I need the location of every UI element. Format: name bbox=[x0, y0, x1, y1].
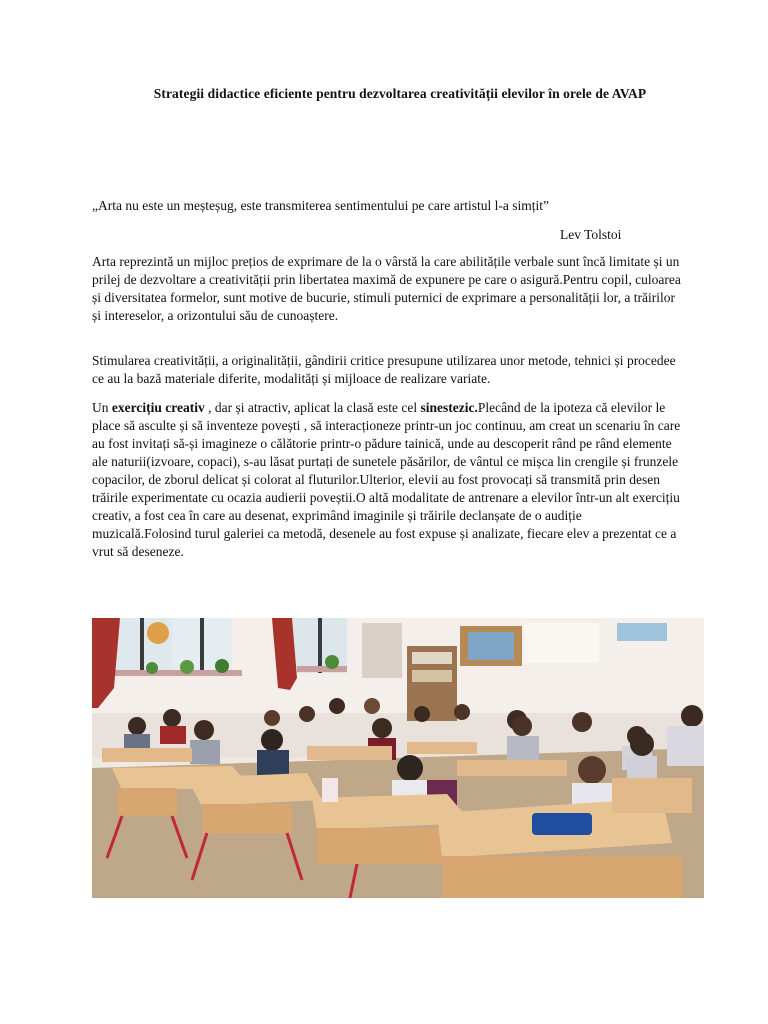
quote-author: Lev Tolstoi bbox=[560, 227, 622, 242]
paragraph-3-text-3: Plecând de la ipoteza că elevilor le place să asculte și să inventeze povești , să interacționeze printr-un joc continuu, am creat un scenariu în care au fost invitați să-și imagineze o călătorie printr-o pădure tainică, unde au descoperit rând pe rând elemente ale naturii(izvoare, copaci), s-au lăsat purtați de sunetele păsărilor, de vântul ce mișca lin crengile și frunzele copacilor, de zborul delicat și colorat al fluturilor.Ulterior, elevii au fost provocați să transmită prin desen trăirile experimentate cu ocazia audierii poveștii.O altă modalitate de antrenare a elevilor într-un alt exercițiu creativ, a fost cea în care au desenat, exprimând imaginile și trăirile declanșate de o audiție muzicală.Folosind turul galeriei ca metodă, desenele au fost expuse și analizate, fiecare elev a prezentat ce a vrut să deseneze. bbox=[92, 400, 681, 559]
paragraph-1: Arta reprezintă un mijloc prețios de exprimare de la o vârstă la care abilitățile verbale sunt încă limitate și un prilej de dezvoltare a creativității prin libertatea maximă de expunere pe care o asigură.Pentru copil, culoarea și diversitatea formelor, sunt motive de bucurie, stimuli puternici de exprimare a personalității lor, a trăirilor și intereselor, a orizontului său de cunoaștere. bbox=[92, 254, 681, 323]
paragraph-3-bold-1: exercițiu creativ bbox=[111, 400, 205, 415]
quote: „Arta nu este un meșteșug, este transmiterea sentimentului pe care artistul l-a simțit” bbox=[92, 198, 549, 213]
paragraph-3-text-1: Un bbox=[92, 400, 112, 415]
paragraph-3 bbox=[92, 399, 682, 561]
paragraph-2: Stimularea creativității, a originalității, gândirii critice presupune utilizarea unor metode, tehnici și procedee ce au la bază materiale diferite, modalități și mijloace de realizare variate. bbox=[92, 353, 676, 386]
paragraph-3-bold-2: sinestezic. bbox=[420, 400, 478, 415]
classroom-photo bbox=[92, 618, 704, 898]
paragraph-3-text-2: , dar și atractiv, aplicat la clasă este cel bbox=[204, 400, 421, 415]
document-title: Strategii didactice eficiente pentru dezvoltarea creativității elevilor în orele de AVAP bbox=[153, 86, 647, 101]
